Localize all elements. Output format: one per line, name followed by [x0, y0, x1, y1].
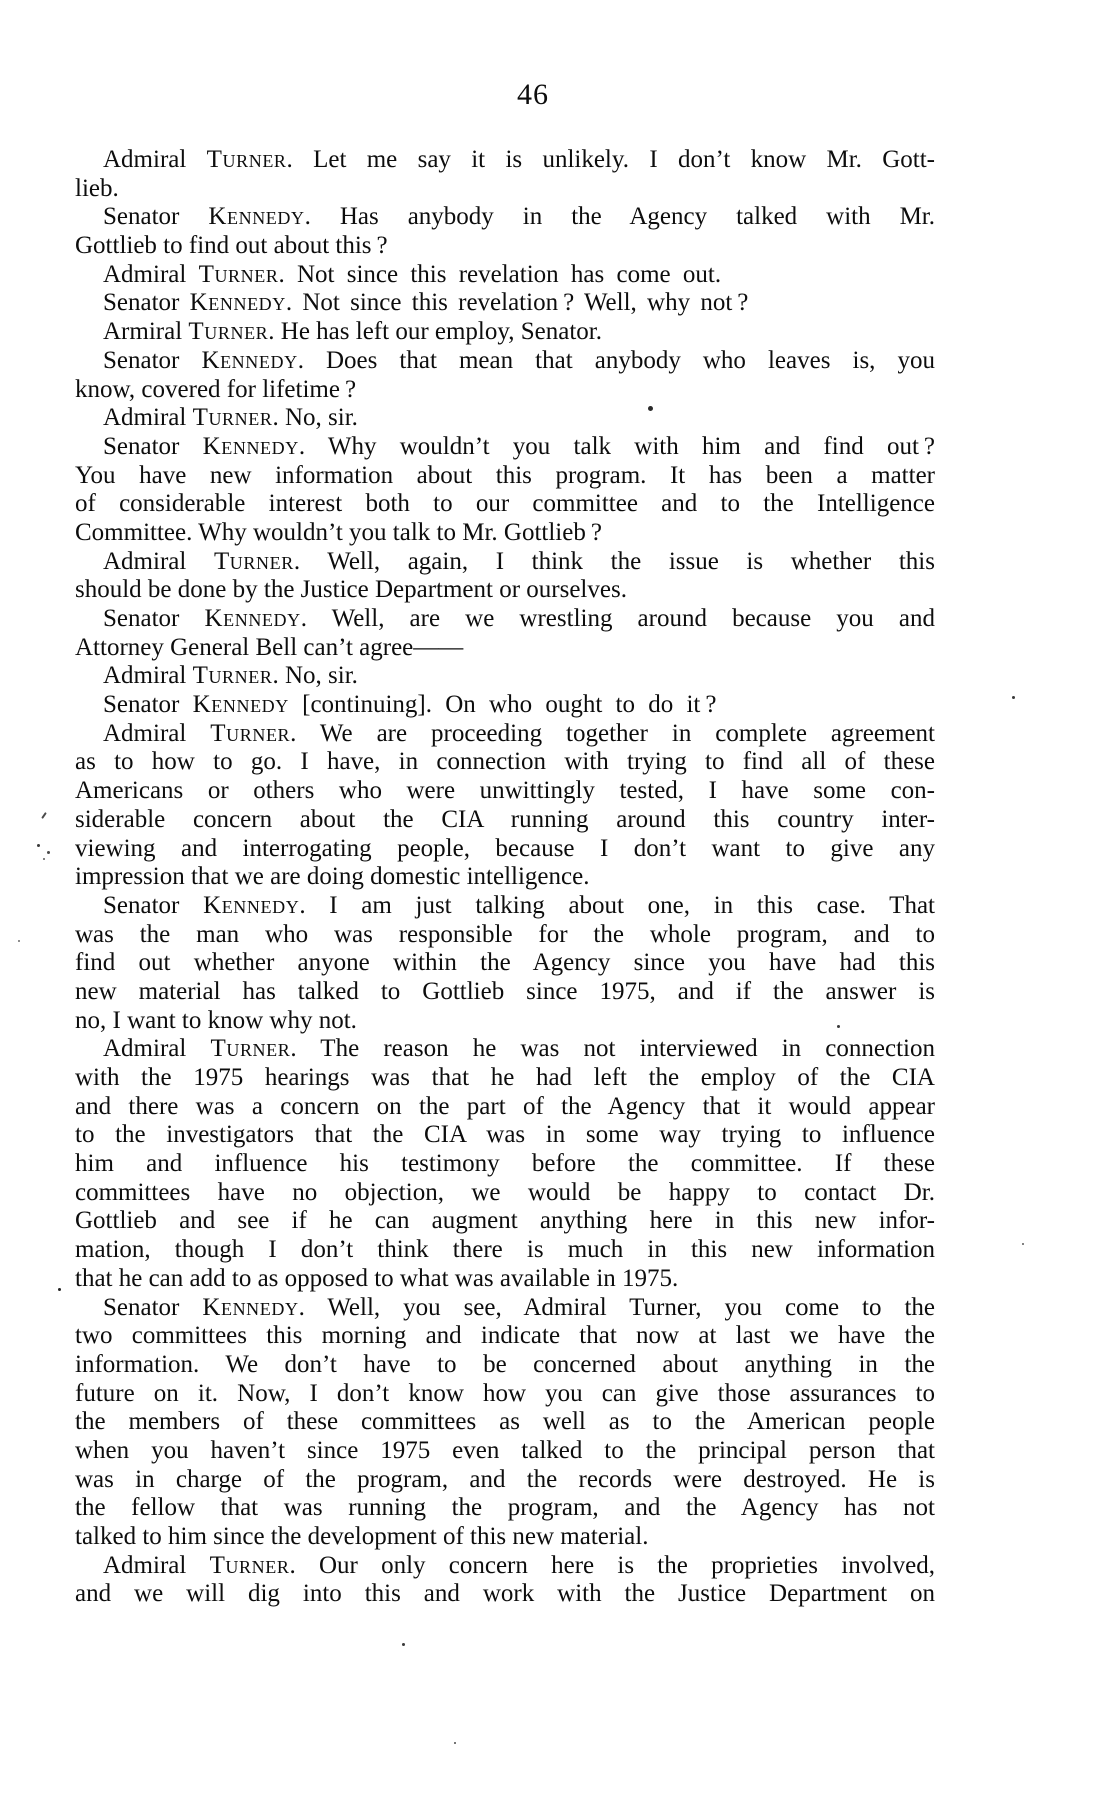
paragraph	[75, 605, 935, 662]
paragraph	[75, 548, 935, 605]
speaker-name: Turner	[213, 547, 294, 575]
transcript-line: Senator Kennedy. I am just talking about one, in this case. That	[103, 891, 935, 919]
scan-speck	[47, 851, 50, 854]
transcript-line: You have new information about this program. It has been a matter	[75, 461, 935, 489]
scan-speck	[37, 844, 40, 847]
paragraph	[75, 1552, 935, 1609]
paragraph	[75, 318, 935, 347]
speaker-name: Kennedy	[192, 691, 289, 719]
transcript-line: and there was a concern on the part of the Agency that it would appear	[75, 1092, 935, 1120]
paragraph	[75, 1035, 935, 1293]
transcript-line: Senator Kennedy. Does that mean that anybody who leaves is, you	[103, 346, 935, 374]
speaker-name: Kennedy	[189, 289, 286, 317]
transcript-line: mation, though I don’t think there is much in this new information	[75, 1236, 935, 1264]
transcript-line: Senator Kennedy. Has anybody in the Agency talked with Mr.	[103, 203, 935, 231]
paragraph	[75, 433, 935, 548]
scan-speck	[648, 406, 653, 411]
transcript-line: Admiral Turner. The reason he was not interviewed in connection	[103, 1035, 935, 1063]
speaker-name: Kennedy	[201, 346, 298, 374]
transcript-line: impression that we are doing domestic intelligence.	[75, 863, 590, 891]
speaker-name: Turner	[192, 662, 273, 690]
transcript-line: know, covered for lifetime ?	[75, 375, 357, 403]
transcript-line: two committees this morning and indicate that now at last we have the	[75, 1322, 935, 1350]
transcript-line: Armiral Turner. He has left our employ, Senator.	[103, 318, 602, 346]
page-number: 46	[517, 78, 549, 111]
speaker-name: Turner	[210, 719, 291, 747]
paragraph	[75, 662, 935, 691]
speaker-name: Turner	[209, 1551, 290, 1579]
paragraph	[75, 691, 935, 720]
scan-speck	[1022, 1243, 1024, 1245]
transcript-line: find out whether anyone within the Agency since you have had this	[75, 949, 935, 977]
scan-speck	[18, 940, 20, 942]
transcript-line: Admiral Turner. We are proceeding together in complete agreement	[103, 719, 935, 747]
paragraph	[75, 261, 935, 290]
transcript-line: talked to him since the development of this new material.	[75, 1523, 649, 1550]
transcript-line: committees have no objection, we would be happy to contact Dr.	[75, 1178, 935, 1206]
speaker-name: Kennedy	[208, 203, 305, 231]
speaker-name: Turner	[188, 318, 269, 346]
transcript-line: Committee. Why wouldn’t you talk to Mr. Gottlieb ?	[75, 518, 602, 546]
transcript-line: the members of these committees as well as to the American people	[75, 1408, 935, 1436]
transcript-line: Admiral Turner. Well, again, I think the issue is whether this	[103, 547, 935, 575]
transcript-line: Admiral Turner. No, sir.	[103, 662, 358, 690]
transcript-line: new material has talked to Gottlieb since 1975, and if the answer is	[75, 977, 935, 1005]
transcript-line: Admiral Turner. No, sir.	[103, 404, 358, 432]
paragraph	[75, 289, 935, 318]
speaker-name: Turner	[198, 260, 279, 288]
transcript-line: Gottlieb and see if he can augment anything here in this new infor-	[75, 1207, 935, 1235]
speaker-name: Turner	[210, 1035, 291, 1063]
transcript-line: siderable concern about the CIA running around this country inter-	[75, 805, 935, 833]
transcript-line: information. We don’t have to be concerned about anything in the	[75, 1350, 935, 1378]
speaker-name: Kennedy	[203, 891, 300, 919]
transcript-line: him and influence his testimony before the committee. If these	[75, 1150, 935, 1178]
transcript-line: Senator Kennedy. Not since this revelation ? Well, why not ?	[103, 289, 749, 317]
transcript-line: Senator Kennedy [continuing]. On who ought to do it ?	[103, 691, 717, 719]
transcript-line: was the man who was responsible for the whole program, and to	[75, 920, 935, 948]
scan-speck	[41, 812, 47, 819]
speaker-name: Kennedy	[202, 432, 299, 460]
transcript-line: Attorney General Bell can’t agree——	[75, 633, 464, 661]
transcript-line: when you haven’t since 1975 even talked to the principal person that	[75, 1436, 935, 1464]
transcript-line: Senator Kennedy. Why wouldn’t you talk with him and find out ?	[103, 432, 935, 460]
paragraph	[75, 146, 935, 203]
paragraph	[75, 347, 935, 404]
transcript-line: should be done by the Justice Department or ourselves.	[75, 576, 627, 604]
speaker-name: Turner	[192, 404, 273, 432]
scan-speck	[837, 1025, 840, 1028]
transcript-line: lieb.	[75, 174, 119, 202]
transcript-line: as to how to go. I have, in connection with trying to find all of these	[75, 748, 935, 776]
scan-speck	[402, 1643, 405, 1646]
transcript-line: of considerable interest both to our committee and to the Intelligence	[75, 490, 935, 518]
transcript-line: future on it. Now, I don’t know how you can give those assurances to	[75, 1379, 935, 1407]
transcript-line: Admiral Turner. Our only concern here is the proprieties involved,	[103, 1551, 935, 1579]
transcript-line: no, I want to know why not.	[75, 1006, 357, 1034]
paragraph	[75, 892, 935, 1035]
transcript-line: to the investigators that the CIA was in some way trying to influence	[75, 1121, 935, 1149]
transcript-line: Senator Kennedy. Well, you see, Admiral Turner, you come to the	[103, 1293, 935, 1321]
transcript-line: Senator Kennedy. Well, are we wrestling around because you and	[103, 605, 935, 632]
transcript	[75, 146, 935, 1609]
scan-speck	[1012, 696, 1015, 699]
speaker-name: Kennedy	[202, 1293, 299, 1321]
transcript-line: with the 1975 hearings was that he had left the employ of the CIA	[75, 1064, 935, 1091]
transcript-line: and we will dig into this and work with the Justice Department on	[75, 1580, 935, 1608]
transcript-line: the fellow that was running the program, and the Agency has not	[75, 1494, 935, 1522]
speaker-name: Kennedy	[204, 605, 301, 632]
transcript-line: Gottlieb to find out about this ?	[75, 232, 388, 260]
transcript-line: was in charge of the program, and the records were destroyed. He is	[75, 1465, 935, 1493]
paragraph	[75, 1294, 935, 1552]
transcript-line: Admiral Turner. Let me say it is unlikely. I don’t know Mr. Gott-	[103, 146, 935, 173]
scan-speck	[43, 858, 45, 860]
paragraph	[75, 203, 935, 260]
scan-speck	[58, 1288, 61, 1291]
transcript-line: that he can add to as opposed to what was available in 1975.	[75, 1264, 679, 1292]
transcript-line: Admiral Turner. Not since this revelation has come out.	[103, 260, 722, 288]
paragraph	[75, 404, 935, 433]
scan-speck	[454, 1742, 456, 1744]
paragraph	[75, 720, 935, 892]
transcript-line: viewing and interrogating people, because I don’t want to give any	[75, 834, 935, 862]
speaker-name: Turner	[206, 146, 287, 173]
transcript-line: Americans or others who were unwittingly tested, I have some con-	[75, 777, 935, 805]
